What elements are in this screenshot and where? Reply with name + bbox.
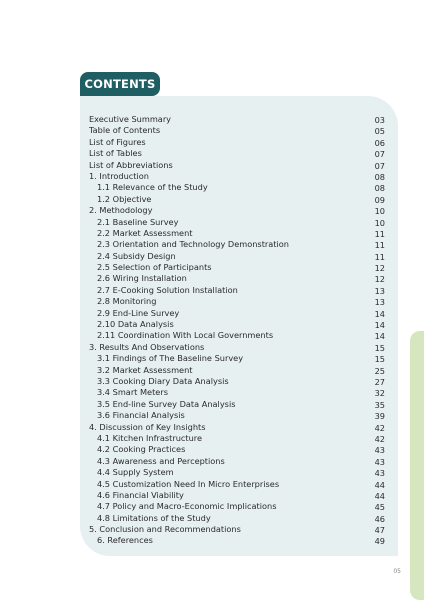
toc-entry-title: 4.7 Policy and Macro-Economic Implications [97, 501, 277, 512]
toc-entry-page: 13 [374, 297, 385, 308]
toc-entry[interactable] [89, 467, 389, 478]
toc-entry-title: 3.1 Findings of The Baseline Survey [97, 353, 244, 364]
toc-entry[interactable] [89, 342, 389, 353]
toc-entry[interactable] [89, 273, 389, 284]
toc-entry-title: 6. References [97, 535, 153, 546]
toc-entry[interactable] [89, 114, 389, 125]
toc-entry-page: 43 [374, 445, 385, 456]
toc-entry[interactable] [89, 319, 389, 330]
toc-entry[interactable] [89, 433, 389, 444]
toc-entry[interactable] [89, 501, 389, 512]
toc-entry-title: 4.2 Cooking Practices [97, 444, 186, 455]
toc-entry-page: 46 [374, 513, 385, 524]
toc-entry-page: 15 [374, 354, 385, 365]
toc-entry-title: 3.2 Market Assessment [97, 364, 193, 375]
toc-entry-page: 42 [374, 422, 385, 433]
toc-entry[interactable] [89, 479, 389, 490]
toc-entry-page: 14 [374, 331, 385, 342]
toc-entry-title: 4.1 Kitchen Infrastructure [97, 432, 203, 443]
toc-entry[interactable] [89, 399, 389, 410]
toc-entry-title: List of Tables [89, 148, 142, 159]
toc-entry-page: 45 [374, 502, 385, 513]
toc-entry-title: 2.7 E-Cooking Solution Installation [97, 284, 238, 295]
toc-entry-title: List of Figures [89, 136, 146, 147]
toc-entry-page: 39 [374, 411, 385, 422]
toc-entry[interactable] [89, 330, 389, 341]
toc-entry-title: 2.8 Monitoring [97, 296, 157, 307]
toc-entry[interactable] [89, 239, 389, 250]
toc-entry[interactable] [89, 171, 389, 182]
toc-entry-page: 11 [374, 251, 385, 262]
toc-entry-page: 15 [374, 342, 385, 353]
toc-entry-title: 2.11 Coordination With Local Governments [97, 330, 274, 341]
toc-entry-page: 32 [374, 388, 385, 399]
toc-entry[interactable] [89, 535, 389, 546]
toc-entry-page: 03 [374, 115, 385, 125]
toc-entry-title: 4.3 Awareness and Perceptions [97, 455, 225, 466]
toc-entry[interactable] [89, 524, 389, 535]
toc-entry-page: 07 [374, 149, 385, 160]
toc-entry-title: 3.4 Smart Meters [97, 387, 168, 398]
toc-entry[interactable] [89, 387, 389, 398]
toc-entry-page: 05 [374, 126, 385, 137]
toc-entry-title: 1.2 Objective [97, 193, 152, 204]
toc-entry-page: 13 [374, 285, 385, 296]
toc-entry-page: 47 [374, 525, 385, 536]
toc-entry-title: Table of Contents [89, 125, 161, 136]
toc-entry[interactable] [89, 353, 389, 364]
toc-entry-title: 1. Introduction [89, 170, 149, 181]
toc-entry-title: 2.9 End-Line Survey [97, 307, 180, 318]
page-number: 05 [393, 568, 401, 575]
toc-entry-title: 4.8 Limitations of the Study [97, 512, 211, 523]
toc-entry[interactable] [89, 376, 389, 387]
toc-entry-title: 3.5 End-line Survey Data Analysis [97, 398, 236, 409]
toc-entry-title: 1.1 Relevance of the Study [97, 182, 208, 193]
toc-entry-page: 10 [374, 206, 385, 217]
toc-entry-title: 3.3 Cooking Diary Data Analysis [97, 375, 229, 386]
toc-entry-title: Executive Summary [89, 114, 172, 124]
toc-entry-title: 4. Discussion of Key Insights [89, 421, 206, 432]
toc-entry-title: 2.6 Wiring Installation [97, 273, 187, 284]
toc-entry[interactable] [89, 285, 389, 296]
table-of-contents [89, 114, 389, 547]
toc-entry[interactable] [89, 182, 389, 193]
toc-entry-page: 11 [374, 240, 385, 251]
toc-entry[interactable] [89, 308, 389, 319]
toc-entry-page: 25 [374, 365, 385, 376]
toc-entry-page: 10 [374, 217, 385, 228]
toc-entry[interactable] [89, 137, 389, 148]
toc-entry-page: 49 [374, 536, 385, 547]
toc-entry-title: 2.2 Market Assessment [97, 227, 193, 238]
toc-entry-title: 2. Methodology [89, 205, 153, 216]
toc-entry-title: 3. Results And Observations [89, 341, 205, 352]
toc-entry-title: 4.5 Customization Need In Micro Enterprises [97, 478, 280, 489]
toc-entry-page: 14 [374, 320, 385, 331]
toc-entry-title: 5. Conclusion and Recommendations [89, 524, 241, 535]
toc-entry-page: 06 [374, 137, 385, 148]
toc-entry-page: 35 [374, 399, 385, 410]
toc-entry-title: 4.4 Supply System [97, 467, 174, 478]
toc-entry-title: 2.3 Orientation and Technology Demonstration [97, 239, 289, 250]
toc-entry-title: 2.1 Baseline Survey [97, 216, 179, 227]
toc-entry[interactable] [89, 422, 389, 433]
toc-entry-page: 09 [374, 194, 385, 205]
toc-entry[interactable] [89, 160, 389, 171]
toc-entry-title: 3.6 Financial Analysis [97, 410, 185, 421]
toc-entry[interactable] [89, 205, 389, 216]
toc-entry-page: 44 [374, 479, 385, 490]
toc-entry-title: 2.4 Subsidy Design [97, 250, 176, 261]
toc-entry-page: 14 [374, 308, 385, 319]
contents-heading: CONTENTS [80, 72, 160, 96]
toc-entry-page: 12 [374, 263, 385, 274]
toc-entry-page: 12 [374, 274, 385, 285]
toc-entry-page: 44 [374, 490, 385, 501]
toc-entry-page: 42 [374, 433, 385, 444]
toc-entry-title: List of Abbreviations [89, 159, 173, 170]
toc-entry[interactable] [89, 194, 389, 205]
toc-entry-page: 43 [374, 468, 385, 479]
toc-entry-title: 4.6 Financial Viability [97, 489, 184, 500]
toc-entry[interactable] [89, 365, 389, 376]
toc-entry-page: 08 [374, 171, 385, 182]
toc-entry-page: 43 [374, 456, 385, 467]
toc-entry[interactable] [89, 513, 389, 524]
toc-entry[interactable] [89, 456, 389, 467]
toc-entry-title: 2.5 Selection of Participants [97, 262, 212, 273]
toc-entry-page: 27 [374, 376, 385, 387]
toc-entry-page: 11 [374, 228, 385, 239]
toc-entry[interactable] [89, 251, 389, 262]
toc-entry[interactable] [89, 228, 389, 239]
toc-entry-page: 07 [374, 160, 385, 171]
toc-entry-title: 2.10 Data Analysis [97, 319, 174, 330]
side-tab-decoration [410, 331, 424, 600]
toc-entry[interactable] [89, 262, 389, 273]
toc-entry[interactable] [89, 148, 389, 159]
toc-entry[interactable] [89, 125, 389, 136]
toc-entry[interactable] [89, 296, 389, 307]
toc-entry[interactable] [89, 444, 389, 455]
toc-entry-page: 08 [374, 183, 385, 194]
toc-entry[interactable] [89, 410, 389, 421]
toc-entry[interactable] [89, 490, 389, 501]
toc-entry[interactable] [89, 217, 389, 228]
